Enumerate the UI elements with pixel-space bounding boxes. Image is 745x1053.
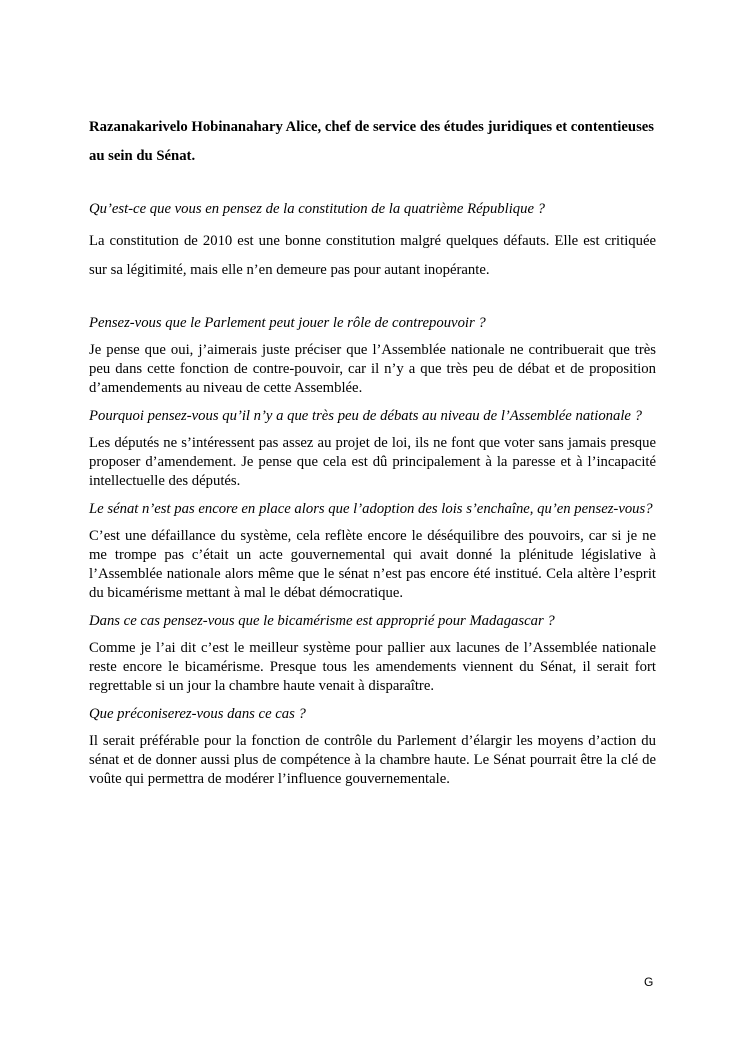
page-mark: G [644,975,654,989]
question-4: Le sénat n’est pas encore en place alors que l’adoption des lois s’enchaîne, qu’en pensez-vous? [89,501,653,517]
answer-5: Comme je l’ai dit c’est le meilleur système pour pallier aux lacunes de l’Assemblée nationale reste encore le bicamérisme. Presque tous les amendements viennent du Sénat, il serait fort regrettable si un jour la chambre haute venait à disparaître. [89,640,656,694]
answer-2: Je pense que oui, j’aimerais juste préciser que l’Assemblée nationale ne contribuerait que très peu dans cette fonction de contre-pouvoir, car il n’y a que très peu de débat et de proposition d’amendements au niveau de cette Assemblée. [89,342,656,396]
question-5: Dans ce cas pensez-vous que le bicamérisme est approprié pour Madagascar ? [89,613,555,629]
answer-3: Les députés ne s’intéressent pas assez au projet de loi, ils ne font que voter sans jamais presque proposer d’amendement. Je pense que cela est dû principalement à la paresse et à l’incapacité intellectuelle des députés. [89,435,656,489]
question-1: Qu’est-ce que vous en pensez de la constitution de la quatrième République ? [89,201,546,217]
document-body [89,113,656,798]
answer-6: Il serait préférable pour la fonction de contrôle du Parlement d’élargir les moyens d’action du sénat et de donner aussi plus de compétence à la chambre haute. Le Sénat pourrait être la clé de voûte qui permettra de modérer l’influence gouvernementale. [89,733,656,787]
question-2: Pensez-vous que le Parlement peut jouer le rôle de contrepouvoir ? [89,315,486,331]
interviewee-heading: Razanakarivelo Hobinanahary Alice, chef de service des études juridiques et contentieuses au sein du Sénat. [89,119,655,164]
question-6: Que préconiserez-vous dans ce cas ? [89,706,306,722]
answer-4: C’est une défaillance du système, cela reflète encore le déséquilibre des pouvoirs, car si je ne me trompe pas c’était un acte gouvernemental qui avait donné la plénitude législative à l’Assemblée nationale alors même que le sénat n’est pas encore été institué. Cela altère l’esprit du bicamérisme mettant à mal le débat démocratique. [89,528,656,601]
answer-1: La constitution de 2010 est une bonne constitution malgré quelques défauts. Elle est critiquée sur sa légitimité, mais elle n’en demeure pas pour autant inopérante. [89,233,656,278]
question-3: Pourquoi pensez-vous qu’il n’y a que très peu de débats au niveau de l’Assemblée nationale ? [89,408,642,424]
